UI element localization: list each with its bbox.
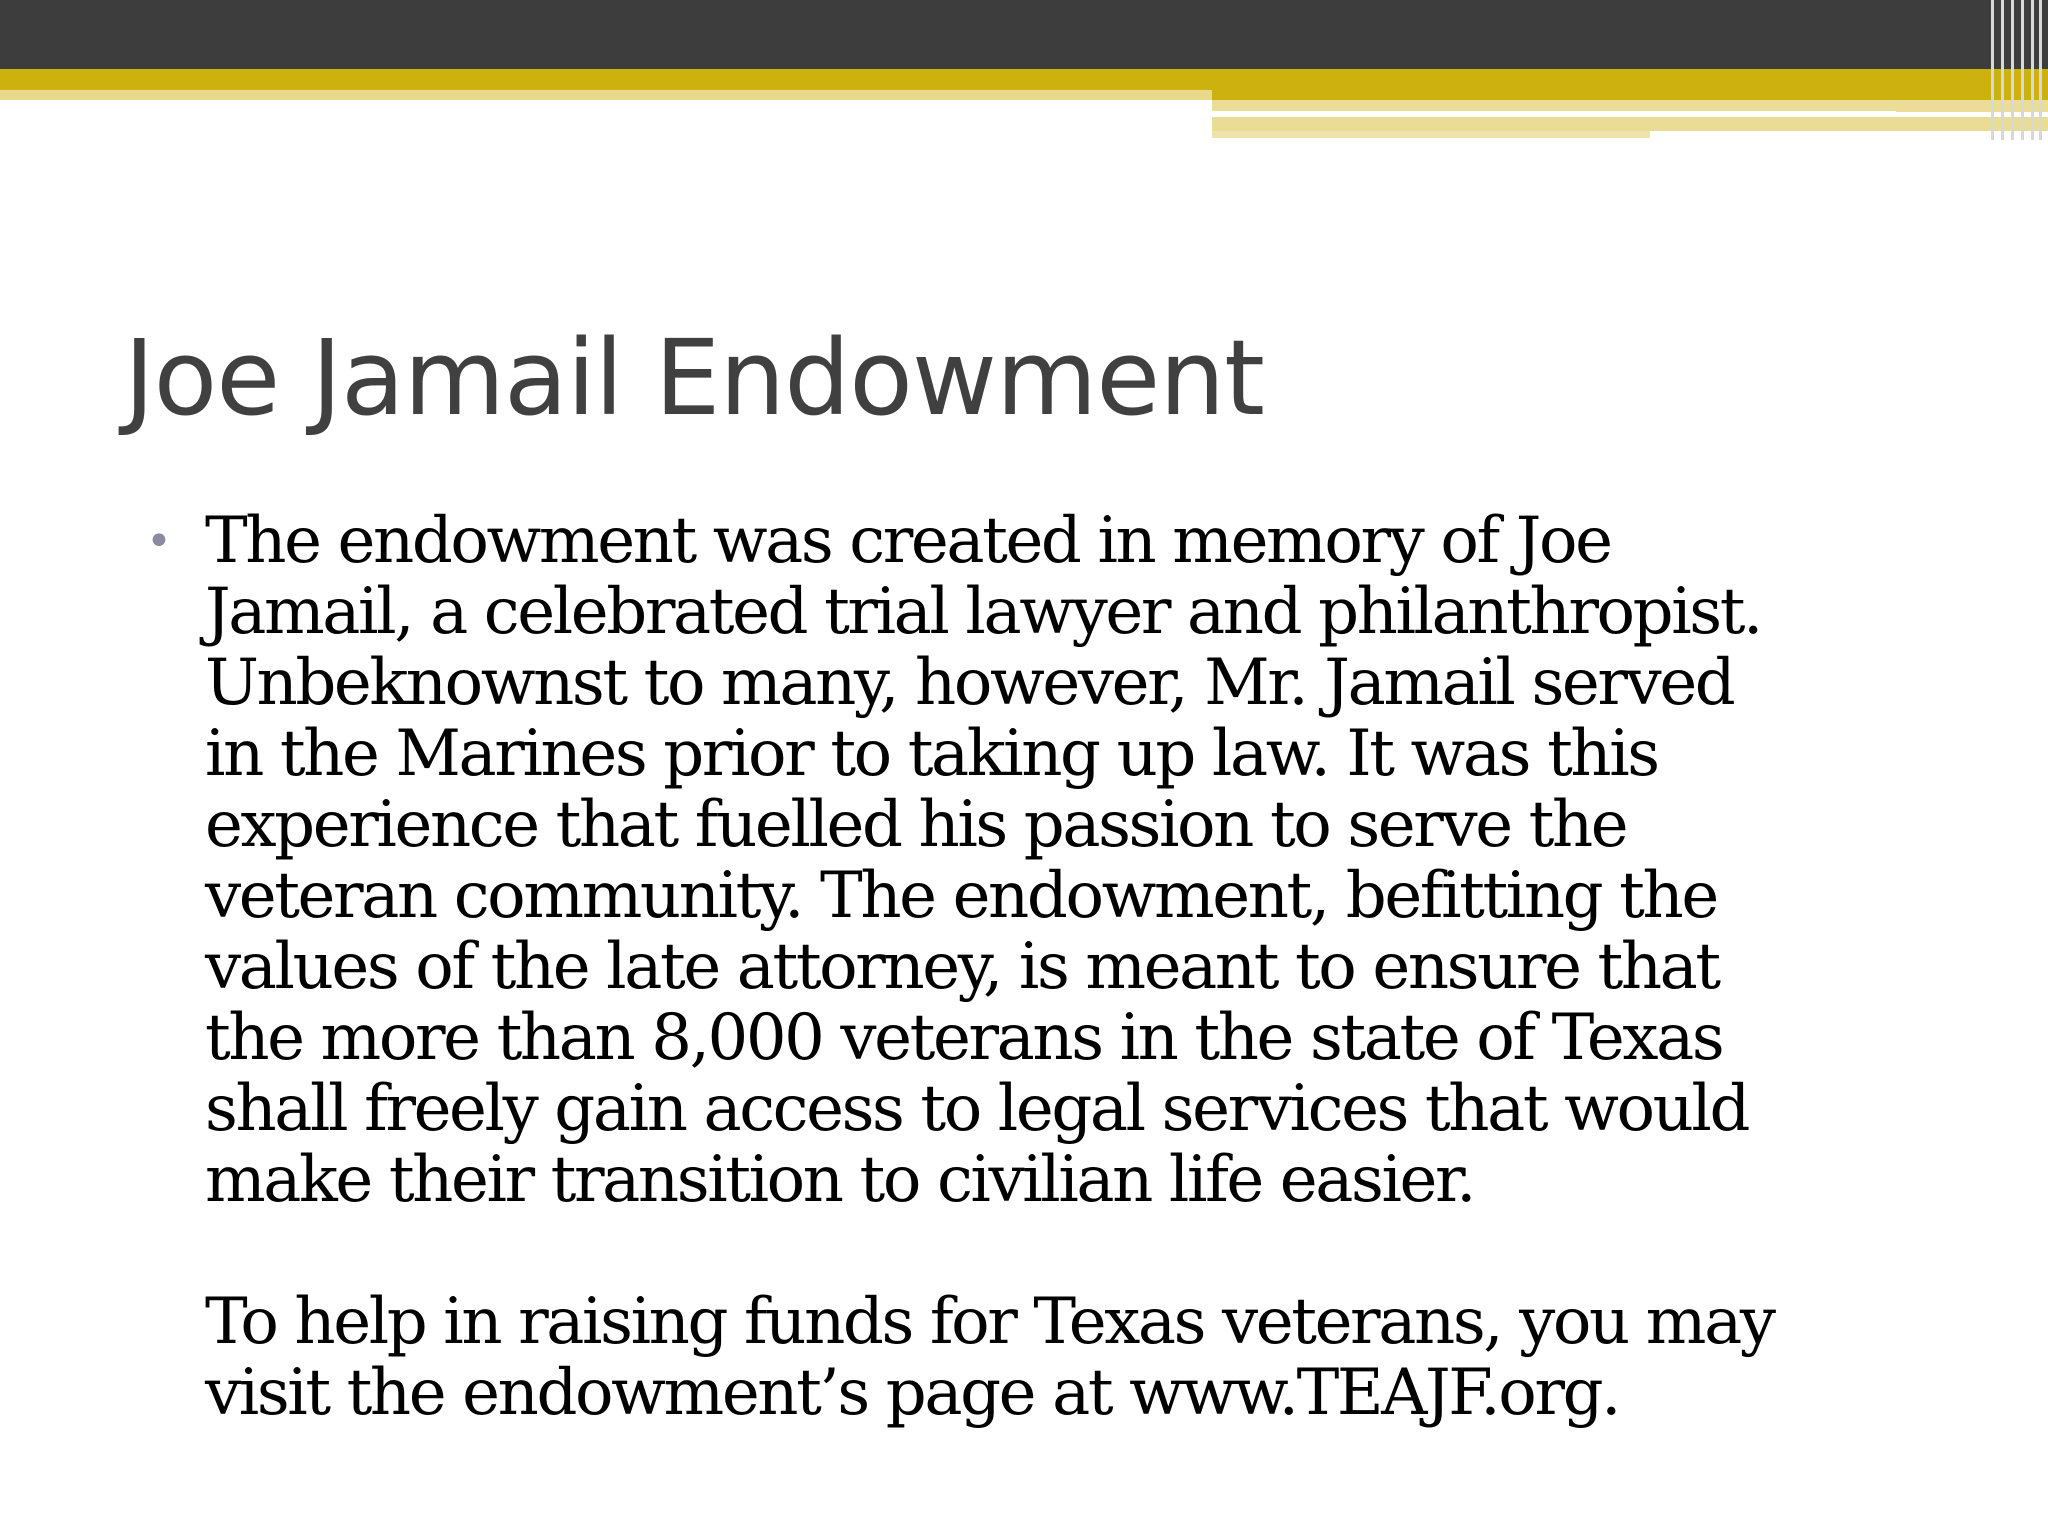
header-pale-bar-2 (1212, 117, 2048, 131)
bullet-paragraph (205, 506, 2005, 1429)
header-dark-bar (0, 0, 2048, 69)
paragraph-line: Jamail, a celebrated trial lawyer and philanthropist. (205, 575, 1761, 649)
paragraph-line: values of the late attorney, is meant to ensure that (205, 930, 1719, 1004)
paragraph-line: the more than 8,000 veterans in the state of Texas (205, 1001, 1723, 1075)
paragraph-line: veteran community. The endowment, befitting the (205, 859, 1717, 933)
header-pale-bar (0, 90, 1215, 100)
paragraph-line: Unbeknownst to many, however, Mr. Jamail served (205, 646, 1734, 720)
bullet-icon: • (146, 516, 172, 567)
paragraph-line: The endowment was created in memory of Joe (205, 504, 1611, 578)
header-pale-bar-3 (1212, 131, 1650, 138)
header-divider-line (1212, 111, 1896, 115)
paragraph-spacer (205, 1216, 2005, 1287)
paragraph-line: visit the endowment’s page at www.TEAJF.org. (205, 1356, 1620, 1430)
slide-title: Joe Jamail Endowment (124, 317, 1264, 439)
paragraph-line: To help in raising funds for Texas veterans, you may (205, 1285, 1774, 1359)
paragraph-line: in the Marines prior to taking up law. It was this (205, 717, 1658, 791)
paragraph-line: make their transition to civilian life easier. (205, 1143, 1475, 1217)
header-gold-bar (0, 69, 2048, 90)
paragraph-line: shall freely gain access to legal services that would (205, 1072, 1749, 1146)
header-gold-bar-right (1212, 90, 2048, 100)
header-vertical-stripes (1985, 0, 2048, 140)
paragraph-line: experience that fuelled his passion to serve the (205, 788, 1627, 862)
